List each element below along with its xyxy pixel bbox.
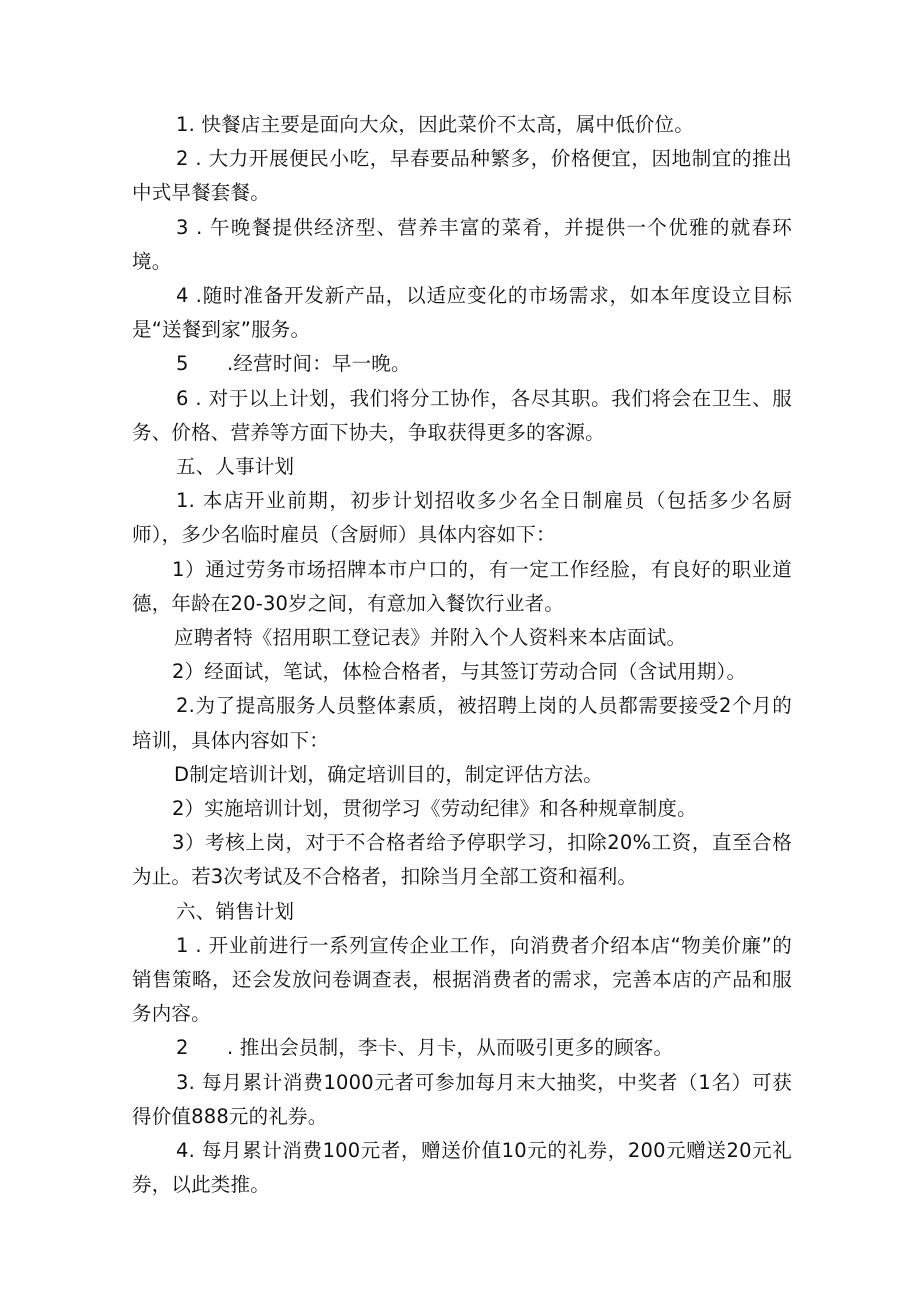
paragraph-10: 2）经面试，笔试，体检合格者，与其签订劳动合同（含试用期）。	[172, 660, 747, 684]
paragraph-18: 4. 每月累计消费100元者，赠送价值10元的礼券，200元赠送20元礼券，以此类推。	[132, 1139, 792, 1197]
paragraph-2: 2 . 大力开展便民小吃，早春要品种繁多，价格便宜，因地制宜的推出中式早餐套餐。	[132, 147, 792, 205]
paragraph-6: 6 . 对于以上计划，我们将分工协作，各尽其职。我们将会在卫生、服务、价格、营养等方面下协夫，争取获得更多的客源。	[132, 386, 792, 444]
paragraph-1: 1. 快餐店主要是面向大众，因此菜价不太高，属中低价位。	[176, 113, 694, 136]
paragraph-3: 3 . 午晚餐提供经济型、营养丰富的菜肴，并提供一个优雅的就春环境。	[132, 215, 792, 273]
section-heading-sales: 六、销售计划	[176, 899, 295, 923]
paragraph-12: D制定培训计划，确定培训目的，制定评估方法。	[174, 762, 603, 786]
paragraph-15: 1 . 开业前进行一系列宣传企业工作，向消费者介绍本店“物美价廉”的销售策略，还会发放问卷调查表，根据消费者的需求，完善本店的产品和服务内容。	[132, 933, 792, 1026]
document-body	[132, 108, 792, 1203]
paragraph-13: 2）实施培训计划，贯彻学习《劳动纪律》和各种规章制度。	[172, 797, 697, 821]
paragraph-9: 应聘者特《招用职工登记表》并附入个人资料来本店面试。	[174, 626, 687, 650]
paragraph-5: 5 .经营时间：早一晚。	[176, 352, 411, 376]
section-heading-personnel: 五、人事计划	[176, 455, 295, 479]
paragraph-4: 4 .随时准备开发新产品，以适应变化的市场需求，如本年度设立目标是“送餐到家”服务。	[132, 284, 792, 342]
paragraph-14: 3）考核上岗，对于不合格者给予停职学习，扣除20%工资，直至合格为止。若3次考试及不合格者，扣除当月全部工资和福利。	[132, 831, 792, 889]
paragraph-7: 1. 本店开业前期，初步计划招收多少名全日制雇员（包括多少名厨师），多少名临时雇员（含厨师）具体内容如下：	[132, 489, 792, 547]
paragraph-11: 2.为了提高服务人员整体素质，被招聘上岗的人员都需要接受2个月的培训，具体内容如下：	[132, 694, 792, 752]
paragraph-17: 3. 每月累计消费1000元者可参加每月末大抽奖，中奖者（1名）可获得价值888元的礼券。	[132, 1070, 792, 1128]
paragraph-8: 1）通过劳务市场招牌本市户口的，有一定工作经脸，有良好的职业道德，年龄在20-30岁之间，有意加入餐饮行业者。	[132, 557, 792, 615]
paragraph-16: 2 . 推出会员制，李卡、月卡，从而吸引更多的顾客。	[176, 1036, 674, 1060]
